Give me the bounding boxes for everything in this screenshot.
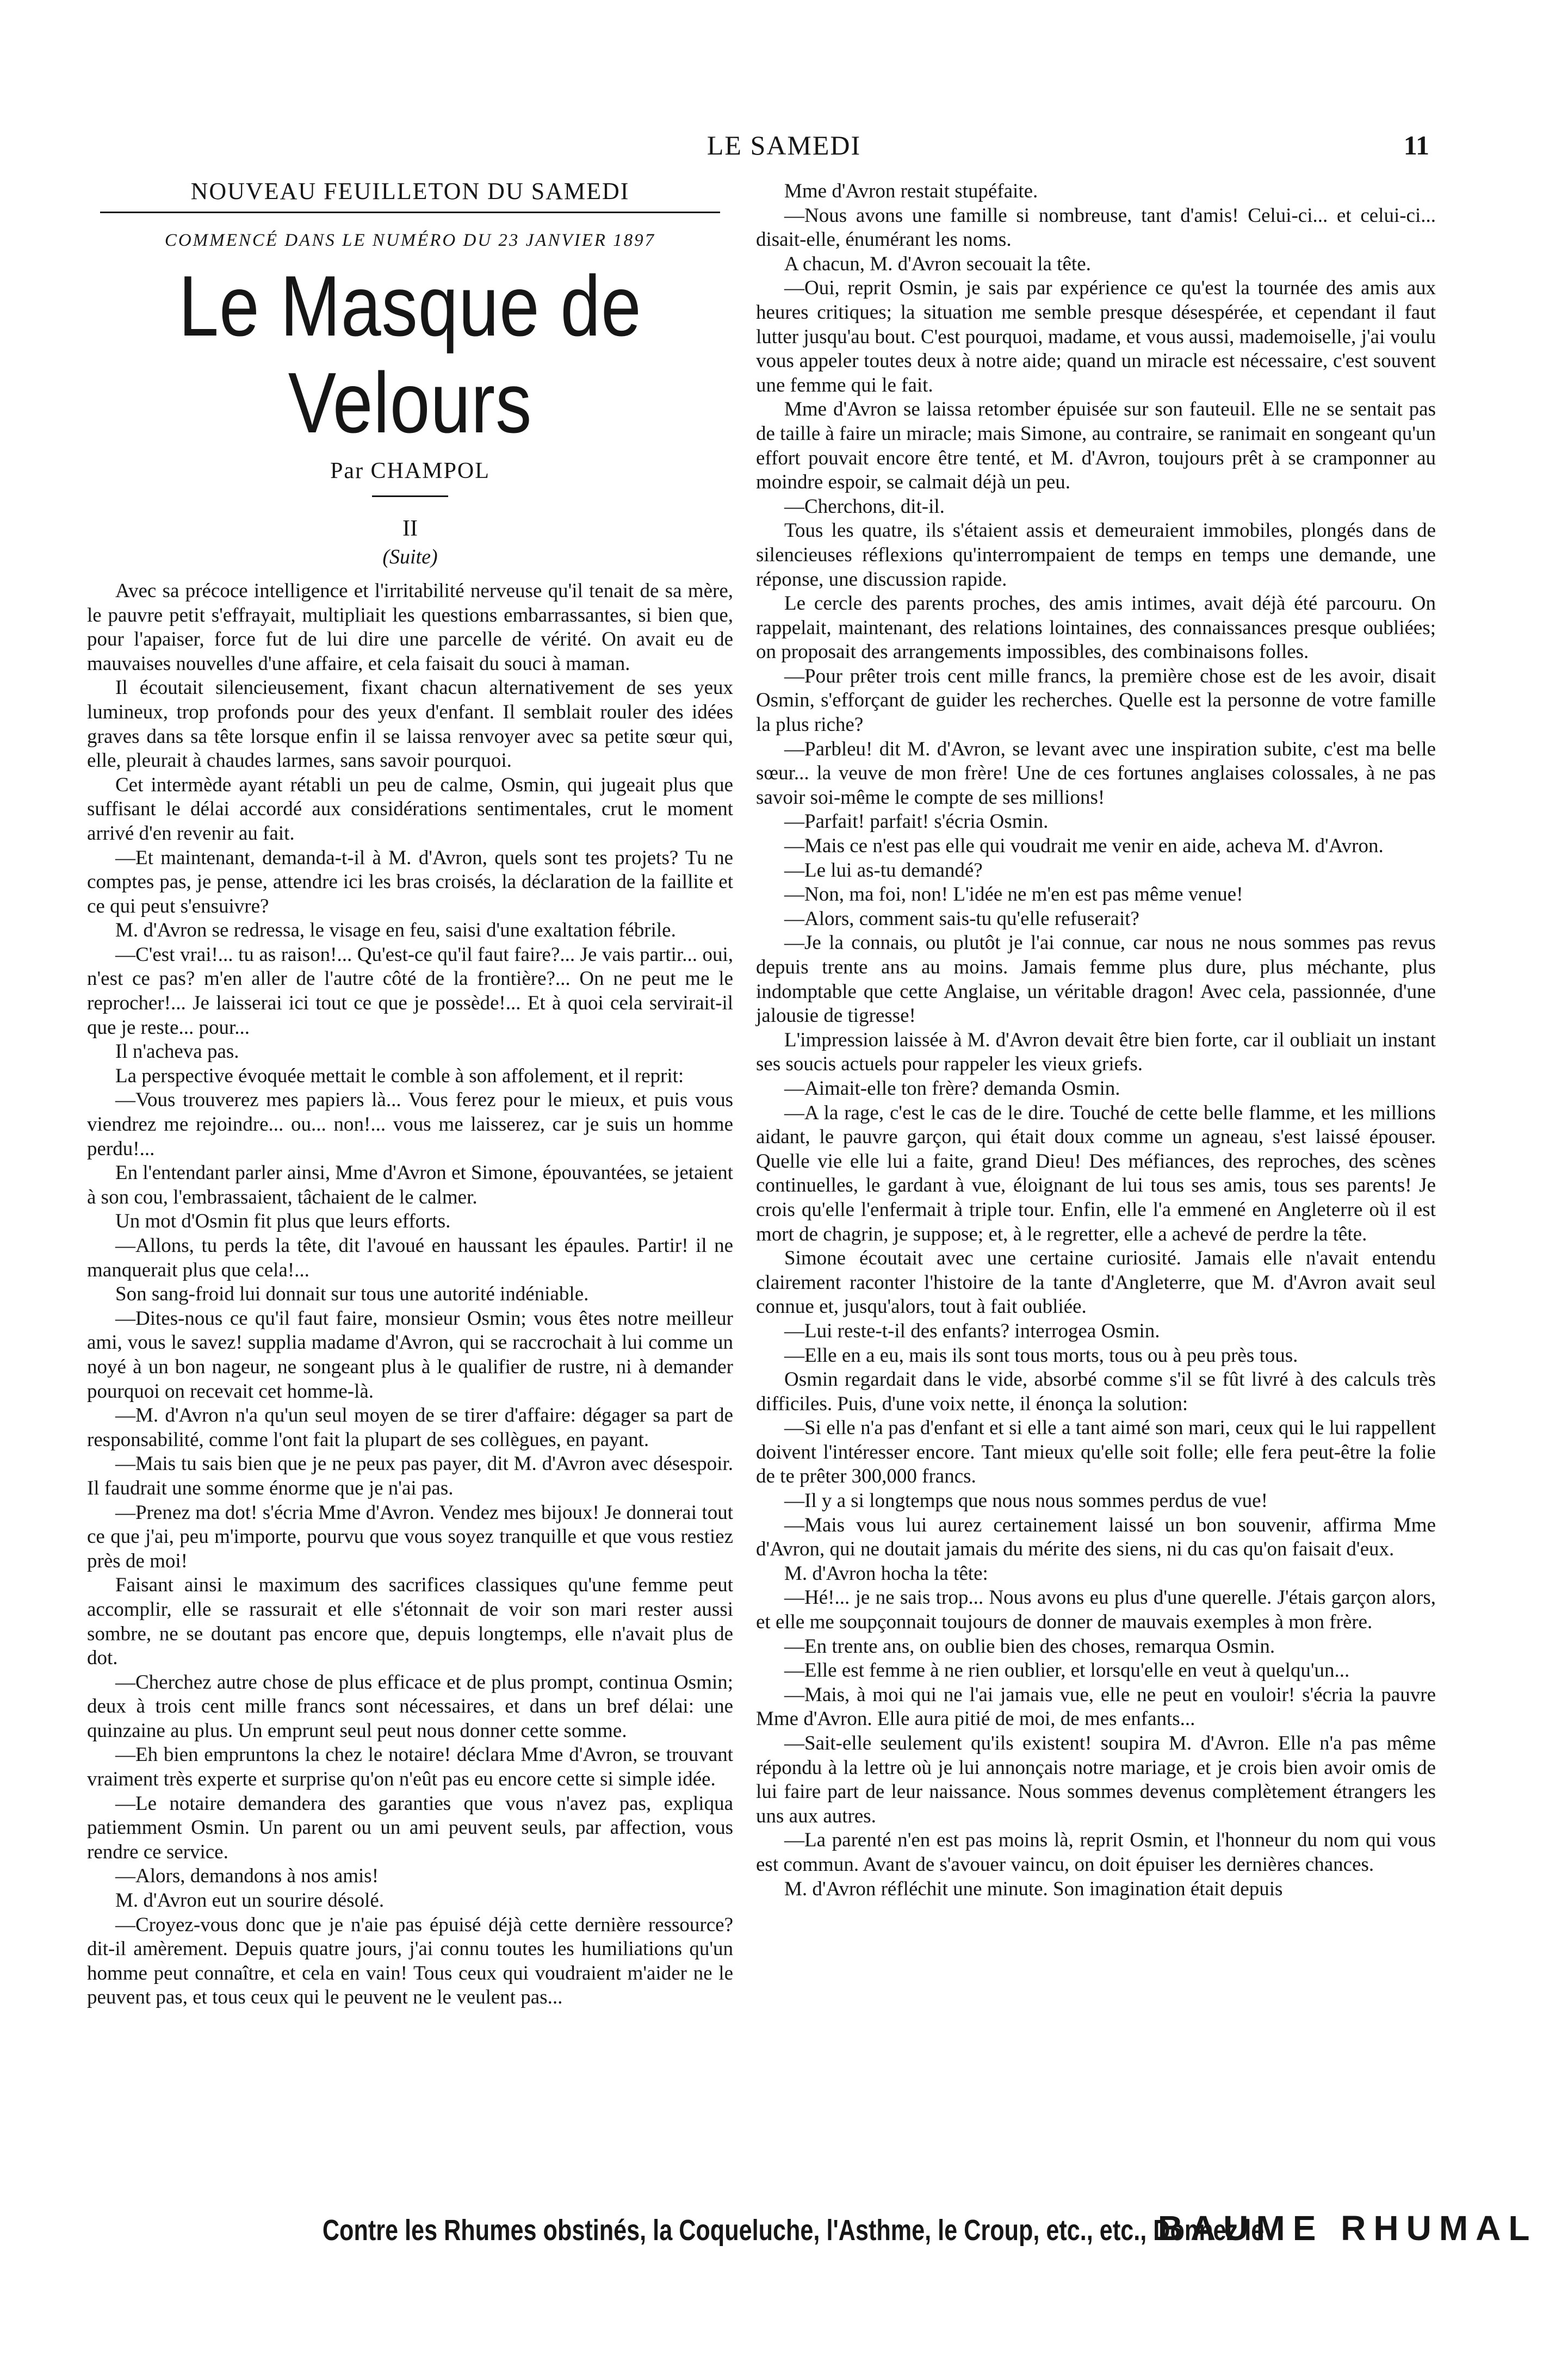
paragraph: —M. d'Avron n'a qu'un seul moyen de se tirer d'affaire: dégager sa part de responsabilité, comme l'ont fait la plupart de ses collègues, en payant. bbox=[87, 1404, 733, 1451]
paragraph: —Aimait-elle ton frère? demanda Osmin. bbox=[784, 1077, 1120, 1100]
paragraph: —Parfait! parfait! s'écria Osmin. bbox=[784, 810, 1049, 833]
heading-rule bbox=[100, 212, 720, 213]
paragraph: —Sait-elle seulement qu'ils existent! soupira M. d'Avron. Elle n'a pas même répondu à la lettre où je lui annonçais notre mariage, et je crois bien avoir omis de lui faire part de leur naissance. Nous sommes devenus complètement étrangers les uns aux autres. bbox=[756, 1732, 1436, 1827]
paragraph: Son sang-froid lui donnait sur tous une autorité indéniable. bbox=[115, 1283, 589, 1306]
paragraph: Tous les quatre, ils s'étaient assis et demeuraient immobiles, plongés dans de silencieuses réflexions qu'interrompaient de temps en temps une demande, une réponse, une discussion rapide. bbox=[756, 519, 1436, 591]
advertisement-product: BAUME RHUMAL bbox=[1157, 2209, 1538, 2248]
paragraph: Osmin regardait dans le vide, absorbé comme s'il se fût livré à des calculs très difficiles. Puis, d'une voix nette, il énonça la solution: bbox=[756, 1368, 1436, 1415]
paragraph: —Vous trouverez mes papiers là... Vous ferez pour le mieux, et puis vous viendrez me rejoindre... ou... non!... vous me laisserez, car je suis un homme perdu!... bbox=[87, 1089, 733, 1160]
paragraph: —Si elle n'a pas d'enfant et si elle a tant aimé son mari, ceux qui le lui rappellent doivent l'intéresser encore. Tant mieux qu'elle soit folle; elle fera peut-être la folie de te prêter 300,000 francs. bbox=[756, 1417, 1436, 1488]
paragraph: Mme d'Avron restait stupéfaite. bbox=[784, 180, 1038, 202]
paragraph: Faisant ainsi le maximum des sacrifices classiques qu'une femme peut accomplir, elle se rassurait et elle s'étonnait de voir son mari rester aussi sombre, ne se doutant pas encore que, depuis longtemps, elle n'avait plus de dot. bbox=[87, 1574, 733, 1670]
paragraph: —En trente ans, on oublie bien des choses, remarqua Osmin. bbox=[784, 1635, 1275, 1658]
paragraph: —Parbleu! dit M. d'Avron, se levant avec une inspiration subite, c'est ma belle sœur... la veuve de mon frère! Une de ces fortunes anglaises colossales, à ne pas savoir soi-même le compte de ses millions! bbox=[756, 737, 1436, 809]
paragraph: —Je la connais, ou plutôt je l'ai connue, car nous ne nous sommes pas revus depuis trente ans au moins. Jamais femme plus dure, plus méchante, plus indomptable que cette Anglaise, un véritable dragon! Avec cela, passionnée, d'une jalousie de tigresse! bbox=[756, 932, 1436, 1027]
paragraph: —Alors, demandons à nos amis! bbox=[115, 1865, 379, 1888]
right-body-text bbox=[756, 179, 1436, 1901]
paragraph: A chacun, M. d'Avron secouait la tête. bbox=[784, 252, 1091, 275]
paragraph: La perspective évoquée mettait le comble à son affolement, et il reprit: bbox=[115, 1064, 684, 1087]
left-column bbox=[87, 179, 733, 2010]
feuilleton-heading: NOUVEAU FEUILLETON DU SAMEDI bbox=[190, 178, 630, 204]
paragraph: Il n'acheva pas. bbox=[115, 1040, 239, 1063]
paragraph: —Nous avons une famille si nombreuse, tant d'amis! Celui-ci... et celui-ci... disait-elle, énumérant les noms. bbox=[756, 204, 1436, 251]
paragraph: —C'est vrai!... tu as raison!... Qu'est-ce qu'il faut faire?... Je vais partir... oui, n'est ce pas? m'en aller de l'autre côté de la frontière?... On ne peut me le reprocher!... Je laisserai ici tout ce que je possède!... Et à quoi cela servirait-il que je reste... pour... bbox=[87, 943, 733, 1039]
byline: Par CHAMPOL bbox=[330, 458, 490, 484]
paragraph: M. d'Avron réfléchit une minute. Son imagination était depuis bbox=[784, 1877, 1283, 1900]
paragraph: —Oui, reprit Osmin, je sais par expérience ce qu'est la tournée des amis aux heures critiques; la situation me semble presque désespérée, et cependant il faut lutter jusqu'au bout. C'est pourquoi, madame, et vous aussi, mademoiselle, j'ai voulu vous appeler toutes deux à notre aide; quand un miracle est nécessaire, c'est souvent une femme qui le fait. bbox=[756, 277, 1436, 396]
header-title: LE SAMEDI bbox=[706, 130, 862, 160]
paragraph: —Allons, tu perds la tête, dit l'avoué en haussant les épaules. Partir! il ne manquerait plus que cela!... bbox=[87, 1235, 733, 1281]
paragraph: L'impression laissée à M. d'Avron devait être bien forte, car il oubliait un instant ses soucis actuels pour rappeler les vieux griefs. bbox=[756, 1028, 1436, 1076]
suite-label: (Suite) bbox=[382, 545, 438, 569]
paragraph: En l'entendant parler ainsi, Mme d'Avron et Simone, épouvantées, se jetaient à son cou, l'embrassaient, tâchaient de le calmer. bbox=[87, 1162, 733, 1208]
paragraph: —Le notaire demandera des garanties que vous n'avez pas, expliqua patiemment Osmin. Un parent ou un ami peuvent seuls, par affection, vous rendre ce service. bbox=[87, 1792, 733, 1863]
paragraph: —Hé!... je ne sais trop... Nous avons eu plus d'une querelle. J'étais garçon alors, et elle me soupçonnait toujours de donner de mauvais exemples à mon frère. bbox=[756, 1586, 1436, 1634]
paragraph: —Non, ma foi, non! L'idée ne m'en est pas même venue! bbox=[784, 883, 1243, 906]
paragraph: Un mot d'Osmin fit plus que leurs efforts. bbox=[115, 1210, 451, 1233]
paragraph: —Croyez-vous donc que je n'aie pas épuisé déjà cette dernière ressource? dit-il amèrement. Depuis quatre jours, j'ai connu toutes les humiliations qu'un homme peut connaître, et cela en vain! Tous ceux qui voudraient m'aider ne le peuvent pas, et tous ceux qui le peuvent ne le veulent pas... bbox=[87, 1913, 733, 2009]
paragraph: Il écoutait silencieusement, fixant chacun alternativement de ses yeux lumineux, trop profonds pour des yeux d'enfant. Il semblait rouler des idées graves dans sa tête lorsque enfin il se laissa renvoyer avec sa petite sœur qui, elle, pleurait à chaudes larmes, sans savoir pourquoi. bbox=[87, 677, 733, 772]
right-column bbox=[756, 179, 1436, 1901]
advertisement-text: Contre les Rhumes obstinés, la Coqueluche, l'Asthme, le Croup, etc., etc., Donnez le bbox=[322, 2214, 1265, 2247]
paragraph: —Mais vous lui aurez certainement laissé un bon souvenir, affirma Mme d'Avron, qui ne doutait jamais du mérite des siens, ni du cas qu'on faisait d'eux. bbox=[756, 1514, 1436, 1561]
paragraph: —Elle est femme à ne rien oublier, et lorsqu'elle en veut à quelqu'un... bbox=[784, 1659, 1350, 1682]
paragraph: —Mais, à moi qui ne l'ai jamais vue, elle ne peut en vouloir! s'écria la pauvre Mme d'Avron. Elle aura pitié de moi, de mes enfants... bbox=[756, 1683, 1436, 1731]
paragraph: —Elle en a eu, mais ils sont tous morts, tous ou à peu près tous. bbox=[784, 1344, 1298, 1367]
advertisement bbox=[87, 2208, 1538, 2248]
paragraph: Avec sa précoce intelligence et l'irritabilité nerveuse qu'il tenait de sa mère, le pauvre petit s'effrayait, multipliait les questions embarrassantes, si bien que, pour l'apaiser, force fut de lui dire une parcelle de vérité. On avait eu de mauvaises nouvelles d'une affaire, et cela faisait du souci à maman. bbox=[87, 579, 733, 675]
paragraph: M. d'Avron hocha la tête: bbox=[784, 1562, 988, 1585]
paragraph: —A la rage, c'est le cas de le dire. Touché de cette belle flamme, et les millions aidant, le pauvre garçon, qui était doux comme un agneau, s'est laissé épouser. Quelle vie elle lui a faite, grand Dieu! Des méfiances, des reproches, des scènes continuelles, le gardant à vue, éloignant de lui tous ses amis, tous ses parents! Je crois qu'elle l'enfermait à triple tour. Enfin, elle l'a emmené en Angleterre où il est mort de chagrin, je suppose; et, à le regretter, elle a achevé de perdre la tête. bbox=[756, 1101, 1436, 1245]
page-number: 11 bbox=[1403, 130, 1429, 160]
paragraph: M. d'Avron eut un sourire désolé. bbox=[115, 1889, 385, 1912]
novel-title: Le Masque de Velours bbox=[178, 258, 642, 451]
paragraph: —Eh bien empruntons la chez le notaire! déclara Mme d'Avron, se trouvant vraiment très experte et surprise qu'on n'eût pas eu encore cette si simple idée. bbox=[87, 1744, 733, 1791]
paragraph: —Cherchons, dit-il. bbox=[784, 495, 945, 518]
paragraph: Le cercle des parents proches, des amis intimes, avait déjà été parcouru. On rappelait, maintenant, des relations lointaines, des connaissances presque oubliées; on proposait des arrangements impossibles, des combinaisons folles. bbox=[756, 592, 1436, 663]
left-body-text bbox=[87, 579, 733, 2010]
paragraph: Mme d'Avron se laissa retomber épuisée sur son fauteuil. Elle ne se sentait pas de taille à faire un miracle; mais Simone, au contraire, se ranimait en songeant qu'un effort pouvait encore être tenté, et M. d'Avron, toujours prêt à se cramponner au moindre espoir, se calmait déjà un peu. bbox=[756, 398, 1436, 494]
paragraph: Cet intermède ayant rétabli un peu de calme, Osmin, qui jugeait plus que suffisant le délai accordé aux considérations sentimentales, crut le moment arrivé d'en revenir au fait. bbox=[87, 773, 733, 845]
start-note: COMMENCÉ DANS LE NUMÉRO DU 23 JANVIER 1897 bbox=[164, 230, 656, 250]
paragraph: M. d'Avron se redressa, le visage en feu, saisi d'une exaltation fébrile. bbox=[115, 919, 676, 942]
paragraph: Simone écoutait avec une certaine curiosité. Jamais elle n'avait entendu clairement raconter l'histoire de la tante d'Angleterre, que M. d'Avron avait seul connue et, jusqu'alors, tout à fait oubliée. bbox=[756, 1247, 1436, 1318]
title-rule bbox=[372, 495, 448, 497]
paragraph: —Lui reste-t-il des enfants? interrogea Osmin. bbox=[784, 1319, 1160, 1342]
chapter-number: II bbox=[402, 516, 418, 541]
paragraph: —Mais ce n'est pas elle qui voudrait me venir en aide, acheva M. d'Avron. bbox=[784, 835, 1384, 858]
paragraph: —Pour prêter trois cent mille francs, la première chose est de les avoir, disait Osmin, s'efforçant de guider les recherches. Quelle est la personne de votre famille la plus riche? bbox=[756, 665, 1436, 736]
paragraph: —Il y a si longtemps que nous nous sommes perdus de vue! bbox=[784, 1490, 1268, 1512]
paragraph: —Alors, comment sais-tu qu'elle refuserait? bbox=[784, 907, 1139, 930]
paragraph: —Et maintenant, demanda-t-il à M. d'Avron, quels sont tes projets? Tu ne comptes pas, je pense, attendre ici les bras croisés, la déclaration de la faillite et ce qui peut s'ensuivre? bbox=[87, 846, 733, 917]
paragraph: —Prenez ma dot! s'écria Mme d'Avron. Vendez mes bijoux! Je donnerai tout ce que j'ai, peu m'importe, pourvu que vous soyez tranquille et que vous restiez près de moi! bbox=[87, 1501, 733, 1572]
paragraph: —Cherchez autre chose de plus efficace et de plus prompt, continua Osmin; deux à trois cent mille francs sont nécessaires, et dans un bref délai: une quinzaine au plus. Un emprunt seul peut nous donner cette somme. bbox=[87, 1671, 733, 1742]
paragraph: —Dites-nous ce qu'il faut faire, monsieur Osmin; vous êtes notre meilleur ami, vous le savez! supplia madame d'Avron, qui se raccrochait à lui comme un noyé à un bon nageur, ne songeant plus à le qualifier de rustre, ni à demander pourquoi on recevait cet homme-là. bbox=[87, 1307, 733, 1403]
paragraph: —La parenté n'en est pas moins là, reprit Osmin, et l'honneur du nom qui vous est commun. Avant de s'avouer vaincu, on doit épuiser les dernières chances. bbox=[756, 1829, 1436, 1876]
paragraph: —Mais tu sais bien que je ne peux pas payer, dit M. d'Avron avec désespoir. Il faudrait une somme énorme que je n'ai pas. bbox=[87, 1453, 733, 1499]
paragraph: —Le lui as-tu demandé? bbox=[784, 859, 983, 882]
